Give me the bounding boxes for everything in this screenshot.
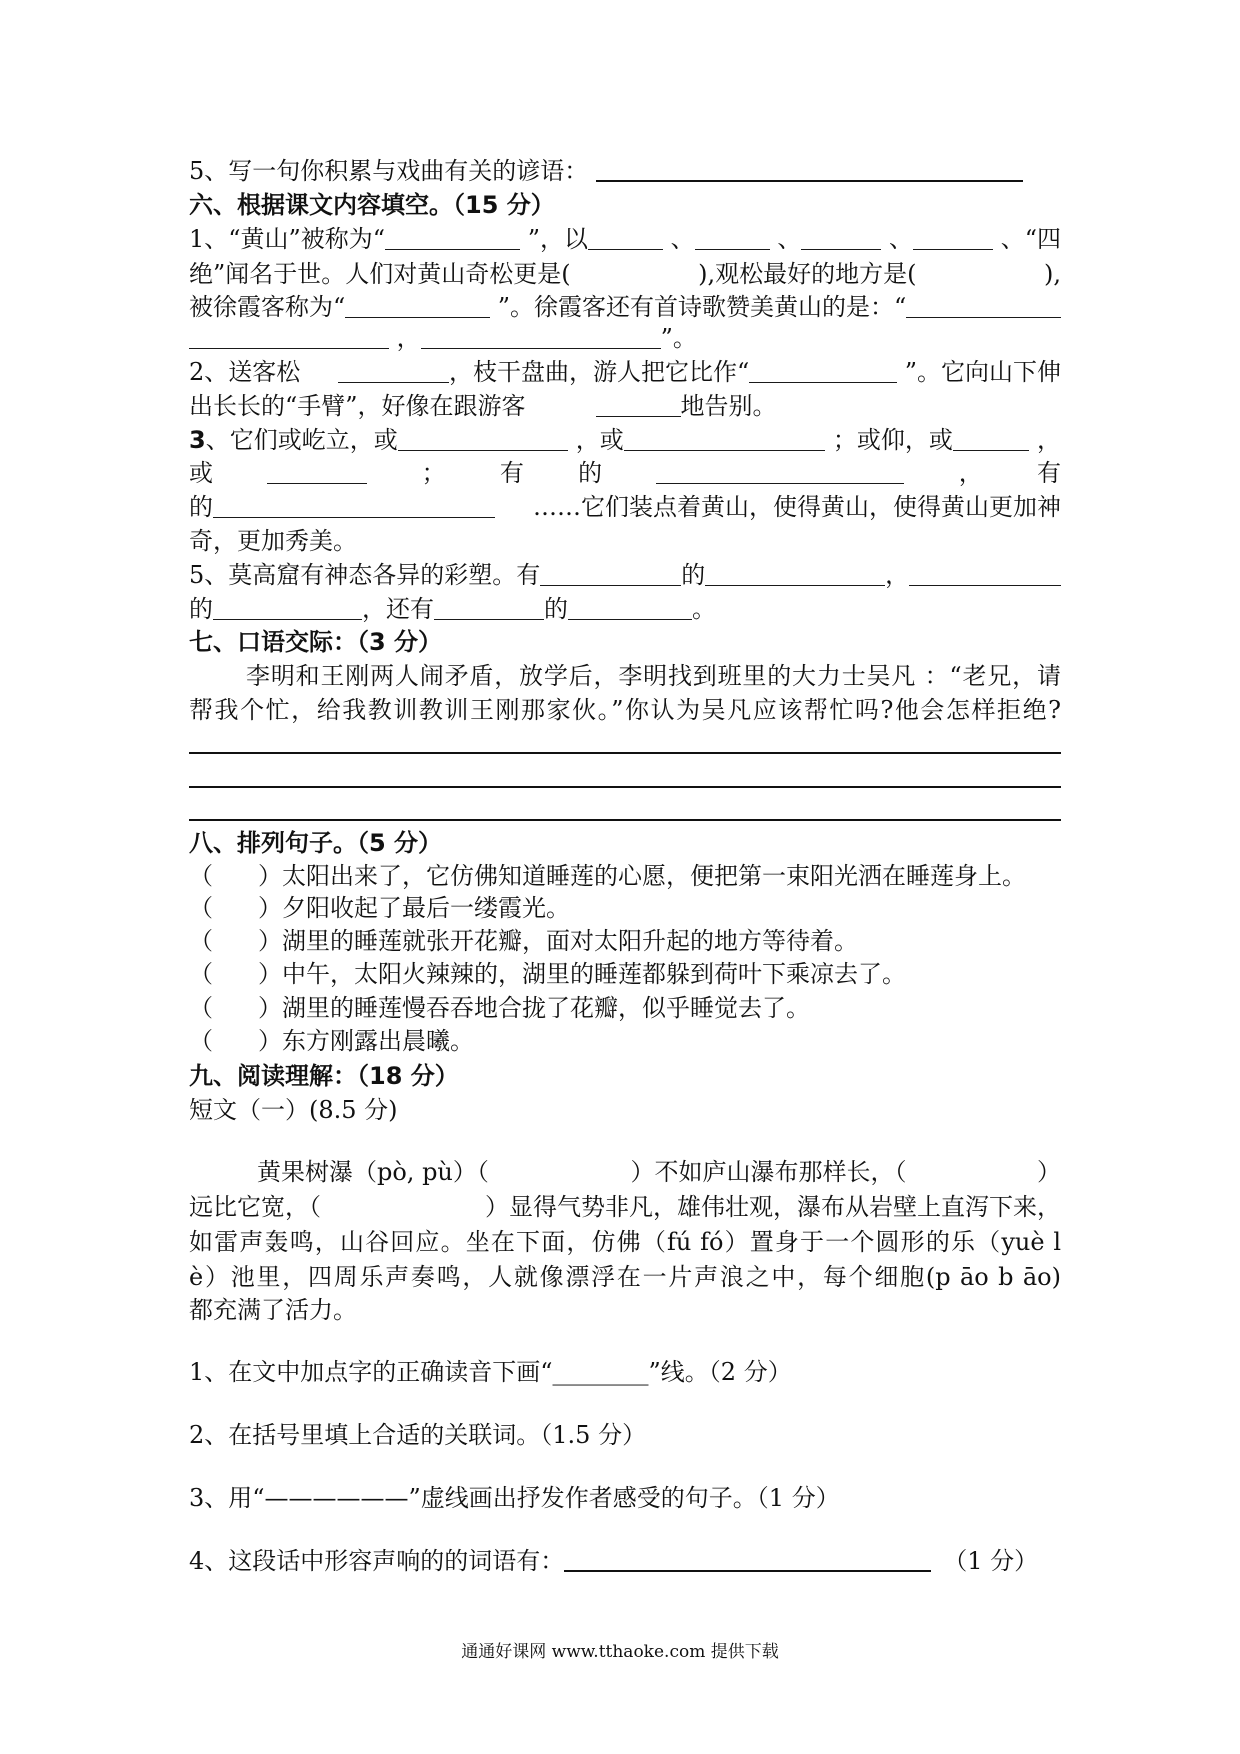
q3-text: 或 xyxy=(189,459,213,487)
sec6-q5-line-1 xyxy=(189,558,1061,592)
passage-title: 短文（一）(8.5 分) xyxy=(189,1096,398,1124)
question-4-score: （1 分） xyxy=(943,1547,1039,1575)
section-8-heading: 八、排列句子。（5 分） xyxy=(189,829,443,857)
paren-space xyxy=(321,1190,485,1224)
fill-blank xyxy=(189,321,389,349)
q5-text: ，还有 xyxy=(362,595,434,623)
paren-open: （ xyxy=(189,960,213,988)
paren-space xyxy=(213,924,258,958)
q3-text: ； xyxy=(421,459,446,487)
q3-text: ，或 xyxy=(568,426,624,454)
q5-text: ， xyxy=(885,561,910,589)
sec5-q5-prompt: 5、写一句你积累与戏曲有关的谚语： xyxy=(189,157,589,185)
ordering-item xyxy=(189,1024,1061,1058)
sec6-q3-line-1 xyxy=(189,423,1061,457)
q5-text: 5、莫高窟有神态各异的彩塑。有 xyxy=(189,561,541,589)
q3-text: 的 xyxy=(189,493,213,521)
fill-blank xyxy=(909,558,1061,586)
fill-blank xyxy=(213,592,362,620)
sec7-scenario-line-2: 帮我个忙，给我教训教训王刚那家伙。”你认为吴凡应该帮忙吗?他会怎样拒绝? xyxy=(189,696,1061,724)
answer-line xyxy=(189,786,1061,788)
fill-blank xyxy=(398,423,568,451)
reading-question-3: 3、用“——————”虚线画出抒发作者感受的句子。（1 分） xyxy=(189,1484,840,1512)
q2-text: ，枝干盘曲，游人把它比作“ xyxy=(449,358,750,386)
spacer xyxy=(526,389,596,423)
q1-text: ”。 xyxy=(660,324,697,352)
passage-line-4: è）池里，四周乐声奏鸣，人就像漂浮在一片声浪之中，每个细胞(p āo b āo) xyxy=(189,1263,1061,1291)
q1-text: 被徐霞客称为“ xyxy=(189,293,346,321)
fill-blank xyxy=(588,222,663,250)
paren-close: ） xyxy=(258,1027,282,1055)
spacer xyxy=(931,1544,943,1578)
q3-text: 的 xyxy=(578,459,603,487)
ordering-item-text: 东方刚露出晨曦。 xyxy=(282,1027,474,1055)
q5-text: 的 xyxy=(681,561,706,589)
page-footer: 通通好课网 www.tthaoke.com 提供下载 xyxy=(461,1642,779,1662)
ordering-item-text: 太阳出来了，它仿佛知道睡莲的心愿，便把第一束阳光洒在睡莲身上。 xyxy=(282,862,1026,890)
fill-blank xyxy=(801,222,881,250)
reading-question-4 xyxy=(189,1544,1061,1578)
ordering-item xyxy=(189,957,1061,991)
q2-text: 地告别。 xyxy=(680,392,777,420)
fill-blank xyxy=(421,321,661,349)
q1-text: 1、“黄山”被称为“ xyxy=(189,225,386,253)
passage-line-1 xyxy=(257,1155,1061,1189)
q3-text: 有 xyxy=(499,459,524,487)
sec6-q1-line-4 xyxy=(189,321,1061,355)
paren-space xyxy=(213,1024,258,1058)
sec6-q1-line-3 xyxy=(189,290,1061,324)
paren-space xyxy=(213,891,258,925)
passage-text: ） xyxy=(1037,1158,1062,1186)
passage-text: 远比它宽，（ xyxy=(189,1193,321,1221)
reading-question-1: 1、在文中加点字的正确读音下画“________”线。（2 分） xyxy=(189,1358,792,1386)
q3-text: ；或仰，或 xyxy=(825,426,953,454)
paren-open: （ xyxy=(189,894,213,922)
paren-space xyxy=(906,1155,1037,1189)
paren-space xyxy=(489,1155,631,1189)
ordering-item-text: 湖里的睡莲就张开花瓣，面对太阳升起的地方等待着。 xyxy=(282,927,858,955)
q1-text: ”，以 xyxy=(520,225,589,253)
q5-text: 的 xyxy=(189,595,213,623)
passage-line-5: 都充满了活力。 xyxy=(189,1296,357,1324)
paren-open: （ xyxy=(189,994,213,1022)
passage-line-3: 如雷声轰鸣，山谷回应。坐在下面，仿佛（fú fó）置身于一个圆形的乐（yuè l xyxy=(189,1228,1061,1256)
fill-blank xyxy=(564,1544,931,1572)
proverb-answer-blank xyxy=(596,154,1023,182)
fill-blank xyxy=(913,222,993,250)
fill-blank xyxy=(345,290,490,318)
q1-text: ， xyxy=(389,324,421,352)
answer-line xyxy=(189,752,1061,754)
q1-text: ),观松最好的地方是( xyxy=(698,260,917,288)
q3-text: 有 xyxy=(1036,459,1061,487)
q3-number: 3 xyxy=(189,426,206,454)
fill-blank xyxy=(624,423,825,451)
q1-text: 、“四 xyxy=(993,225,1061,253)
q5-text: 的 xyxy=(544,595,568,623)
sec6-q2-line-2 xyxy=(189,389,1061,423)
fill-blank xyxy=(656,456,904,484)
fill-blank xyxy=(338,355,449,383)
passage-text: 黄果树瀑（pò, pù）（ xyxy=(257,1158,489,1186)
ordering-item-text: 中午，太阳火辣辣的，湖里的睡莲都躲到荷叶下乘凉去了。 xyxy=(282,960,906,988)
sec6-q2-line-1 xyxy=(189,355,1061,389)
fill-blank xyxy=(568,592,692,620)
paren-close: ） xyxy=(258,894,282,922)
q2-text: 出长长的“手臂”，好像在跟游客 xyxy=(189,392,526,420)
q1-text: ), xyxy=(1044,260,1061,288)
paren-open: （ xyxy=(189,1027,213,1055)
question-4-prompt: 4、这段话中形容声响的的词语有： xyxy=(189,1547,565,1575)
paren-space xyxy=(213,957,258,991)
fill-blank xyxy=(434,592,544,620)
q2-text: 2、送客松 xyxy=(189,358,301,386)
q3-text: ， xyxy=(1029,426,1061,454)
sec6-q5-line-2 xyxy=(189,592,1061,626)
fill-blank xyxy=(213,490,495,518)
paren-open: （ xyxy=(189,862,213,890)
ordering-item xyxy=(189,991,1061,1025)
sec5-q5-line xyxy=(189,154,1061,188)
q3-text: ……它们装点着黄山，使得黄山，使得黄山更加神 xyxy=(533,493,1061,521)
paren-space xyxy=(213,859,258,893)
fill-blank xyxy=(749,355,897,383)
section-9-heading: 九、阅读理解：（18 分） xyxy=(189,1062,459,1090)
paren-open: （ xyxy=(189,927,213,955)
paren-close: ） xyxy=(258,862,282,890)
paren-space xyxy=(213,991,258,1025)
ordering-item-text: 湖里的睡莲慢吞吞地合拢了花瓣，似乎睡觉去了。 xyxy=(282,994,810,1022)
q1-text: 、 xyxy=(663,225,695,253)
q1-text: 、 xyxy=(881,225,914,253)
sec6-q3-line-4: 奇，更加秀美。 xyxy=(189,527,357,555)
q5-text: 。 xyxy=(692,595,716,623)
fill-blank xyxy=(695,222,770,250)
ordering-item xyxy=(189,924,1061,958)
paren-close: ） xyxy=(258,994,282,1022)
section-7-heading: 七、口语交际：（3 分） xyxy=(189,628,443,656)
q3-text: ， xyxy=(958,459,983,487)
answer-line xyxy=(189,819,1061,821)
paren-close: ） xyxy=(258,927,282,955)
section-6-heading: 六、根据课文内容填空。（15 分） xyxy=(189,191,555,219)
fill-blank xyxy=(596,389,681,417)
sec6-q3-line-2 xyxy=(189,456,1061,490)
q1-text: 绝”闻名于世。人们对黄山奇松更是( xyxy=(189,260,571,288)
ordering-item xyxy=(189,859,1061,893)
sec7-scenario-line-1: 李明和王刚两人闹矛盾，放学后，李明找到班里的大力士吴凡 ：“老兄，请 xyxy=(246,662,1061,690)
fill-blank xyxy=(953,423,1029,451)
paren-space xyxy=(917,257,1045,291)
fill-blank xyxy=(705,558,885,586)
q1-text: ”。徐霞客还有首诗歌赞美黄山的是：“ xyxy=(490,293,907,321)
fill-blank xyxy=(906,290,1061,318)
sec6-q3-line-3 xyxy=(189,490,1061,524)
fill-blank xyxy=(385,222,520,250)
q1-text: 、 xyxy=(769,225,802,253)
q3-text: 、它们或屹立，或 xyxy=(205,426,398,454)
passage-text: ）不如庐山瀑布那样长，（ xyxy=(630,1158,907,1186)
q2-text: ”。它向山下伸 xyxy=(897,358,1061,386)
reading-question-2: 2、在括号里填上合适的关联词。（1.5 分） xyxy=(189,1421,647,1449)
fill-blank xyxy=(267,456,367,484)
sec6-q1-line-2 xyxy=(189,257,1061,291)
passage-line-2 xyxy=(189,1190,1061,1224)
sec6-q1-line-1 xyxy=(189,222,1061,256)
paren-space xyxy=(571,257,699,291)
paren-close: ） xyxy=(258,960,282,988)
passage-text: ）显得气势非凡，雄伟壮观，瀑布从岩壁上直泻下来， xyxy=(485,1193,1061,1221)
spacer xyxy=(300,355,338,389)
ordering-item xyxy=(189,891,1061,925)
fill-blank xyxy=(540,558,681,586)
ordering-item-text: 夕阳收起了最后一缕霞光。 xyxy=(282,894,570,922)
spacer xyxy=(495,490,533,524)
